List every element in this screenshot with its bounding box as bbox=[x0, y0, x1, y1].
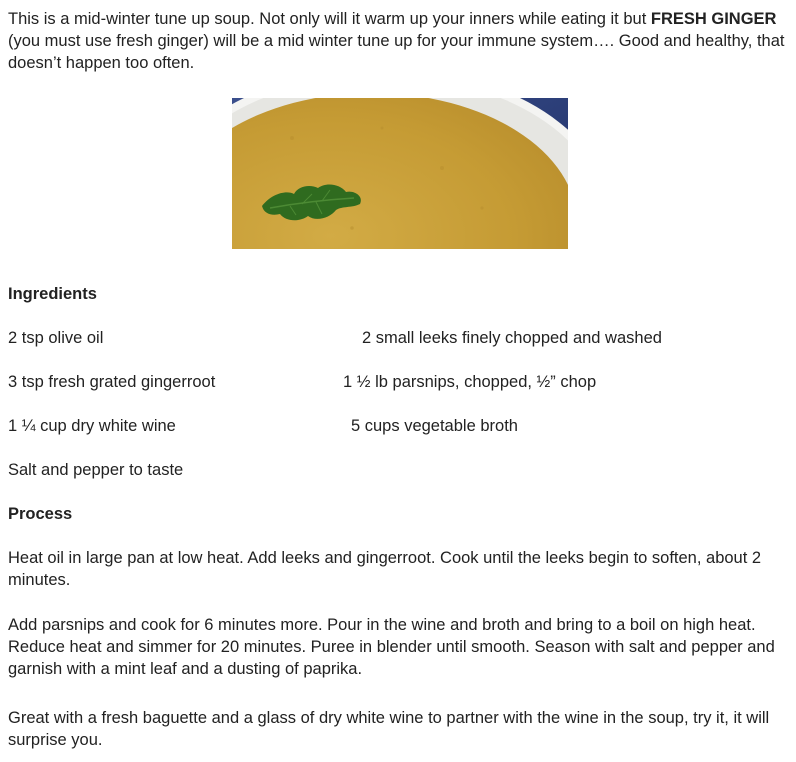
ingredient-left-3: 1 ¼ cup dry white wine bbox=[8, 417, 176, 435]
process-step-3: Great with a fresh baguette and a glass of dry white wine to partner with the wine in the soup, try it, it will surprise you. bbox=[8, 709, 770, 749]
ingredient-left-1: 2 tsp olive oil bbox=[8, 329, 104, 347]
soup-bowl-image bbox=[232, 98, 568, 249]
process-heading: Process bbox=[8, 505, 73, 523]
process-step-2: Add parsnips and cook for 6 minutes more. Pour in the wine and broth and bring to a boil on high heat. Reduce heat and simmer for 20 minutes. Puree in blender until smooth. Season with salt and pepper and garnish with a mint leaf and a dusting of paprika. bbox=[8, 616, 775, 678]
ingredients-heading: Ingredients bbox=[8, 285, 97, 303]
intro-bold-text: FRESH GINGER bbox=[650, 10, 777, 28]
ingredient-right-2: 1 ½ lb parsnips, chopped, ½” chop bbox=[343, 373, 597, 391]
ingredient-right-3: 5 cups vegetable broth bbox=[351, 417, 518, 435]
ingredient-left-2: 3 tsp fresh grated gingerroot bbox=[8, 373, 216, 391]
ingredient-left-4: Salt and pepper to taste bbox=[8, 461, 184, 479]
intro-text-1: This is a mid-winter tune up soup. Not only will it warm up your inners while eating it but bbox=[8, 10, 651, 28]
ingredient-right-1: 2 small leeks finely chopped and washed bbox=[362, 329, 662, 347]
intro-text-2: (you must use fresh ginger) will be a mid winter tune up for your immune system…. Good and healthy, that doesn’t happen too often. bbox=[8, 32, 785, 72]
intro-paragraph bbox=[8, 8, 788, 74]
process-step-1: Heat oil in large pan at low heat. Add leeks and gingerroot. Cook until the leeks begin to soften, about 2 minutes. bbox=[8, 549, 762, 589]
